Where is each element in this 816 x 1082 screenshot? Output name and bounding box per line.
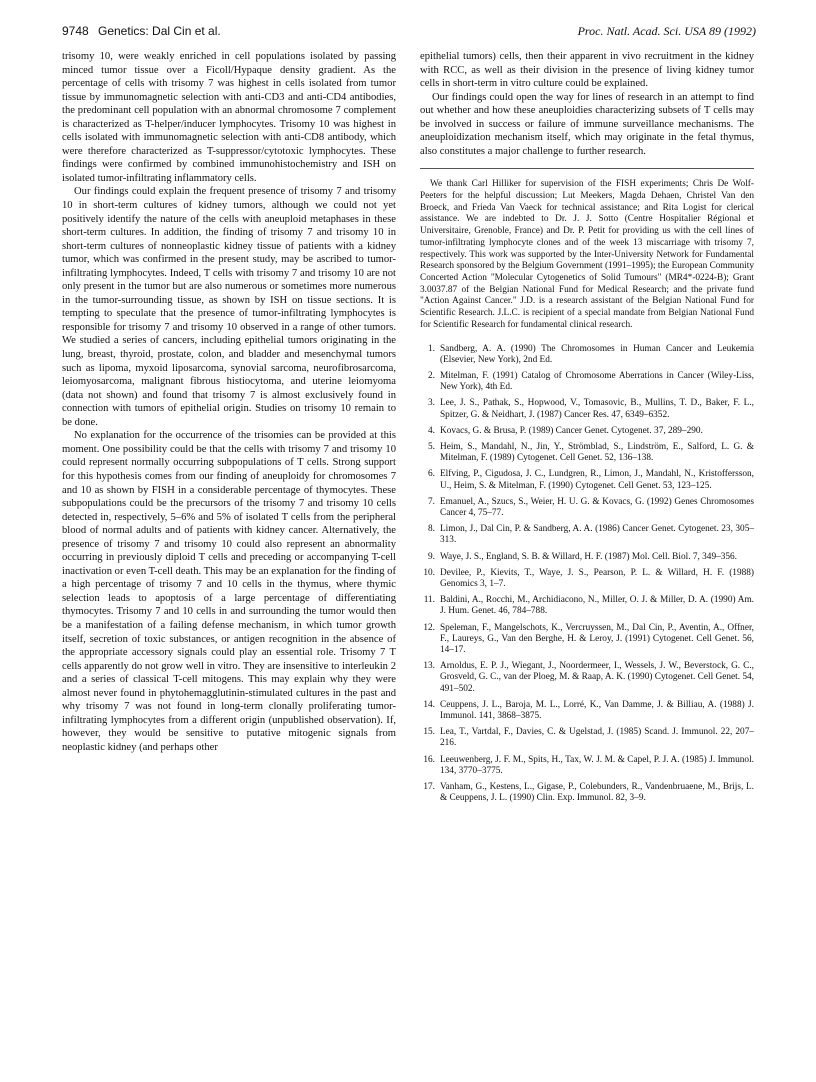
reference-item: 13. Arnoldus, E. P. J., Wiegant, J., Noordermeer, I., Wessels, J. W., Beverstock, G. C., Grosveld, G. C., van der Ploeg, M. & Raap, A. K. (1990) Cytogenet. Cell Genet. 54, 491–502. bbox=[423, 661, 754, 694]
page-header bbox=[62, 24, 756, 40]
paragraph: Our findings could open the way for lines of research in an attempt to find out whether and how these aneuploidies characterizing subsets of T cells may be involved in success or failure of immune surveillance mechanisms. The aneuploidization mechanism itself, which may originate in the fetal thymus, also constitutes a major challenge to further research. bbox=[420, 91, 754, 157]
reference-item: 9. Waye, J. S., England, S. B. & Willard, H. F. (1987) Mol. Cell. Biol. 7, 349–356. bbox=[428, 551, 738, 562]
reference-item: 10. Devilee, P., Kievits, T., Waye, J. S., Pearson, P. L. & Willard, H. F. (1988) Genomics 3, 1–7. bbox=[423, 567, 754, 589]
reference-item: 12. Speleman, F., Mangelschots, K., Vercruyssen, M., Dal Cin, P., Aventin, A., Offner, F., Laureys, G., Van den Berghe, H. & Leroy, J. (1991) Cytogenet. Cell Genet. 56, 14–17. bbox=[423, 622, 754, 655]
divider bbox=[420, 168, 754, 169]
reference-list bbox=[420, 344, 754, 805]
reference-item: 7. Emanuel, A., Szucs, S., Weier, H. U. G. & Kovacs, G. (1992) Genes Chromosomes Cancer 4, 75–77. bbox=[428, 496, 754, 518]
reference-item: 1. Sandberg, A. A. (1990) The Chromosomes in Human Cancer and Leukemia (Elsevier, New York), 2nd Ed. bbox=[428, 343, 754, 365]
reference-item: 3. Lee, J. S., Pathak, S., Hopwood, V., Tomasovic, B., Mullins, T. D., Baker, F. L., Spitzer, G. & Neidhart, J. (1987) Cancer Res. 47, 6349–6352. bbox=[428, 398, 754, 420]
reference-item: 17. Vanham, G., Kestens, L., Gigase, P., Colebunders, R., Vandenbruaene, M., Brijs, L. & Ceuppens, J. L. (1990) Clin. Exp. Immunol. 82, 3–9. bbox=[423, 782, 754, 804]
acknowledgment: We thank Carl Hilliker for supervision of the FISH experiments; Chris De Wolf-Peeters for the helpful discussion; Lut Meekers, Magda Dehaen, Christel Van den Broeck, and Frieda Van Vaeck for technical assistance; and Rita Logist for clerical assistance. We are indebted to Dr. J. J. Sotto (Centre Hospitalier Régional et Universitaire, Grenoble, France) and Dr. P. Petit for providing us with the cell lines of tumor-infiltrating lymphocyte clones and of the week 13 miscarriage with trisomy 7, respectively. This work was supported by the Inter-University Network for Fundamental Research sponsored by the Belgium Government (1991–1995); the European Community Concerted Action "Molecular Cytogenetics of Solid Tumours" (MR4*-0224-B); Grant 3.0037.87 of the Belgian National Fund for Medical Research; and the private fund "Action Against Cancer." J.D. is a research assistant of the Belgian National Fund for Scientific Research. J.L.C. is recipient of a special mandate from Belgian National Fund for Scientific Research for fundamental clinical research. bbox=[420, 179, 754, 330]
paragraph: No explanation for the occurrence of the trisomies can be provided at this moment. One possibility could be that the cells with trisomy 7 and trisomy 10 could represent normally occurring subpopulations of T cells. Strong support for this hypothesis comes from our finding of aneuploidy for chromosomes 7 and 10 as shown by FISH in a considerable percentage of thymocytes. These subpopulations could be the precursors of the trisomy 7 and trisomy 10 cells detected in, respectively, 5–6% and 5% of isolated T cells from the peripheral blood of normal adults and of patients with kidney cancer. Alternatively, the presence of trisomy 7 and trisomy 10 could also represent an abnormality occurring in previously diploid T cells and preceding or accompanying T-cell inactivation or even T-cell death. This may be an explanation for the finding of a high percentage of trisomy 7 and 10 cells in the thymus, where thymic selection leads to apoptosis of a large percentage of differentiating thymocytes. Trisomy 7 and 10 cells in and surrounding the tumor would then be a manifestation of a failing defense mechanism, in which tumor growth itself, secretion of toxic substances, or antigen recognition in the absence of the appropriate accessory signals could play an essential role. Trisomy 7 T cells apparently do not grow well in vitro. They are insensitive to interleukin 2 and a series of classical T-cell mitogens. This may explain why they were almost never found in phytohemagglutinin-stimulated cultures in the past and why trisomy 7 was not found in long-term clonally proliferating tumor-infiltrating lymphocytes from a different origin (unpublished observation). If, however, they would be sensitive to putative mitogenic signals from neoplastic kidney (and perhaps other bbox=[62, 430, 396, 753]
page-number: 9748 bbox=[62, 24, 89, 38]
reference-item: 4. Kovacs, G. & Brusa, P. (1989) Cancer Genet. Cytogenet. 37, 289–290. bbox=[428, 425, 703, 436]
paragraph: trisomy 10, were weakly enriched in cell populations isolated by passing minced tumor tissue over a Ficoll/Hypaque density gradient. As the percentage of cells with trisomy 7 was highest in cells isolated from tumor tissue by immunomagnetic selection with anti-CD3 and anti-CD4 antibodies, the predominant cell population with an abnormal chromosome 7 complement is characterized as T-helper/inducer lymphocytes. Trisomy 10 was highest in cells isolated with immunomagnetic selection with anti-CD8 antibody, which were therefore characterized as T-suppressor/cytotoxic lymphocytes. These findings were confirmed by combined immunohistochemistry and ISH on isolated tumor-infiltrating inflammatory cells. bbox=[62, 51, 396, 184]
left-column bbox=[62, 50, 396, 754]
reference-item: 16. Leeuwenberg, J. F. M., Spits, H., Tax, W. J. M. & Capel, P. J. A. (1985) J. Immunol. 134, 3770–3775. bbox=[423, 754, 754, 776]
paragraph: epithelial tumors) cells, then their apparent in vivo recruitment in the kidney with RCC, as well as their division in the presence of living kidney tumor cells in short-term in vitro culture could be explained. bbox=[420, 51, 754, 90]
reference-item: 5. Heim, S., Mandahl, N., Jin, Y., Strömblad, S., Lindström, E., Salford, L. G. & Mitelman, F. (1989) Cytogenet. Cell Genet. 52, 136–138. bbox=[428, 441, 754, 464]
reference-item: 15. Lea, T., Vartdal, F., Davies, C. & Ugelstad, J. (1985) Scand. J. Immunol. 22, 207–216. bbox=[423, 727, 754, 749]
running-head: Genetics: Dal Cin et al. bbox=[98, 24, 221, 38]
right-column bbox=[420, 50, 754, 809]
journal-citation: Proc. Natl. Acad. Sci. USA 89 (1992) bbox=[577, 24, 756, 38]
reference-item: 6. Elfving, P., Cigudosa, J. C., Lundgren, R., Limon, J., Mandahl, N., Kristoffersson, U., Heim, S. & Mitelman, F. (1990) Cytogenet. Cell Genet. 53, 123–125. bbox=[428, 469, 754, 491]
reference-item: 8. Limon, J., Dal Cin, P. & Sandberg, A. A. (1986) Cancer Genet. Cytogenet. 23, 305–313. bbox=[428, 524, 754, 546]
reference-item: 11. Baldini, A., Rocchi, M., Archidiacono, N., Miller, O. J. & Miller, D. A. (1990) Am. J. Hum. Genet. 46, 784–788. bbox=[423, 595, 754, 617]
reference-item: 14. Ceuppens, J. L., Baroja, M. L., Lorré, K., Van Damme, J. & Billiau, A. (1988) J. Immunol. 141, 3868–3875. bbox=[423, 699, 754, 721]
reference-item: 2. Mitelman, F. (1991) Catalog of Chromosome Aberrations in Cancer (Wiley-Liss, New York), 4th Ed. bbox=[428, 370, 754, 393]
paragraph: Our findings could explain the frequent presence of trisomy 7 and trisomy 10 in short-term cultures of kidney tumors, although we could not yet positively identify the nature of the cells with aneuploid metaphases in these short-term cultures. In addition, the finding of trisomy 7 and trisomy 10 in short-term cultures of nonneoplastic kidney tissue of patients with a kidney tumor, which was confirmed in the present study, may be ascribed to tumor-infiltrating lymphocytes. Indeed, T cells with trisomy 7 and trisomy 10 are not only present in the tumor but are also numerous or sometimes more numerous in the tumor-surrounding tissue, as shown by ISH on tissue sections. It is tempting to speculate that the presence of tumor-infiltrating lymphocytes is responsible for trisomy 7 and trisomy 10 observed in a range of other tumors. We studied a series of cancers, including epithelial tumors originating in the lung, breast, thyroid, prostate, colon, and bladder and mesenchymal tumors such as lipoma, myxoid liposarcoma, synovial sarcoma, neurofibrosarcoma, leiomyosarcoma, malignant fibrous histiocytoma, and uterine leiomyoma (data not shown) and found that trisomy 7 is almost exclusively found in connection with tumors of epithelial origin. Studies on trisomy 10 remain to be done. bbox=[62, 186, 396, 428]
